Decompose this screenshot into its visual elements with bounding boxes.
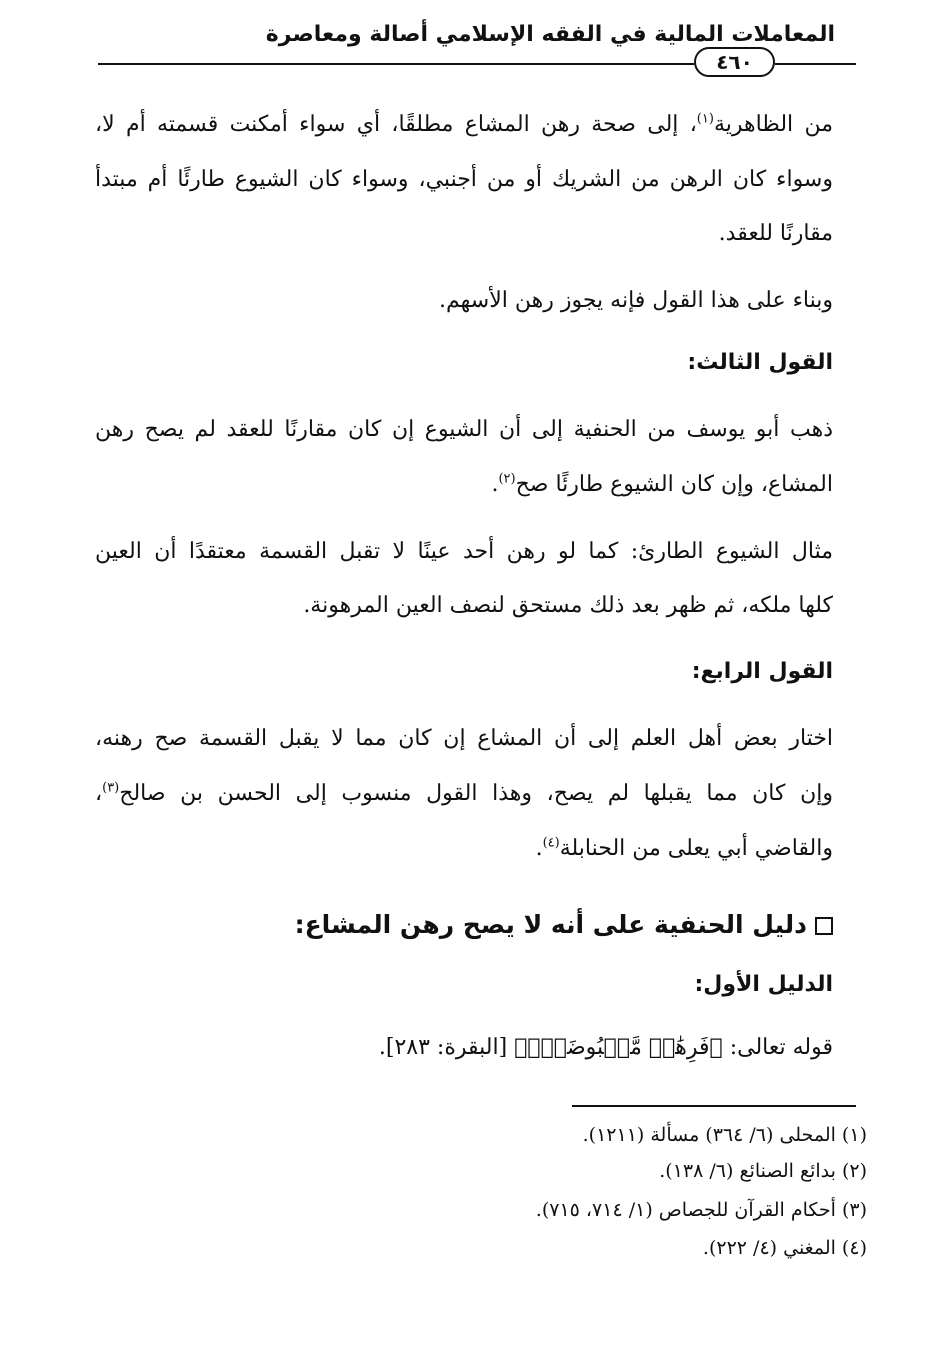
footnote-ref[interactable]: (٢) <box>498 471 516 487</box>
paragraph-line: ذهب أبو يوسف من الحنفية إلى أن الشيوع إن كان مقارنًا للعقد لم يصح رهن <box>95 417 833 442</box>
paragraph-line: وسواء كان الرهن من الشريك أو من أجنبي، وسواء كان الشيوع طارئًا أم مبتدأ <box>95 167 833 192</box>
footnote: (١) المحلى (٦/ ٣٦٤) مسألة (١٢١١). <box>582 1124 867 1146</box>
footnote-ref[interactable]: (٤) <box>542 835 560 851</box>
footnote-ref[interactable]: (١) <box>696 111 714 127</box>
checkbox-square-icon <box>815 917 833 935</box>
footnote-separator <box>572 1105 856 1107</box>
paragraph-line: كلها ملكه، ثم ظهر بعد ذلك مستحق لنصف العين المرهونة. <box>303 593 833 618</box>
running-header: المعاملات المالية في الفقه الإسلامي أصالة ومعاصرة <box>265 22 835 47</box>
subheading-third-opinion: القول الثالث: <box>687 350 833 375</box>
header-rule <box>775 63 856 65</box>
text-run: . <box>491 472 499 497</box>
text-run: . <box>535 836 543 861</box>
page-number: ٤٦٠ <box>694 47 775 77</box>
paragraph-line <box>95 836 833 861</box>
footnote: (٢) بدائع الصنائع (٦/ ١٣٨). <box>659 1160 867 1182</box>
paragraph-line <box>95 781 833 806</box>
paragraph-line: مثال الشيوع الطارئ: كما لو رهن أحد عينًا لا تقبل القسمة معتقدًا أن العين <box>95 539 833 564</box>
text-run: والقاضي أبي يعلى من الحنابلة <box>559 836 833 861</box>
paragraph-line <box>95 1035 833 1060</box>
subheading-fourth-opinion: القول الرابع: <box>691 659 833 684</box>
paragraph-line: اختار بعض أهل العلم إلى أن المشاع إن كان مما لا يقبل القسمة صح رهنه، <box>95 726 833 751</box>
text-run: ، إلى صحة رهن المشاع مطلقًا، أي سواء أمكنت قسمته أم لا، <box>95 112 697 137</box>
text-run: المشاع، وإن كان الشيوع طارئًا صح <box>515 472 833 497</box>
section-heading <box>95 910 833 939</box>
text-run: وإن كان مما يقبلها لم يصح، وهذا القول منسوب إلى الحسن بن صالح <box>119 781 833 806</box>
verse-citation: [البقرة: ٢٨٣]. <box>378 1035 508 1060</box>
footnote: (٤) المغني (٤/ ٢٢٢). <box>702 1237 867 1259</box>
text-run: قوله تعالى: <box>729 1035 833 1060</box>
paragraph-line <box>95 112 833 137</box>
footnote-ref[interactable]: (٣) <box>102 780 120 796</box>
paragraph-line: وبناء على هذا القول فإنه يجوز رهن الأسهم. <box>439 288 833 313</box>
footnote: (٣) أحكام القرآن للجصاص (١/ ٧١٤، ٧١٥). <box>535 1199 867 1221</box>
text-run: ، <box>95 781 103 806</box>
text-run: من الظاهرية <box>713 112 833 137</box>
quran-verse: ﴿فَرِهَٰنٞ مَّقۡبُوضَةٞۖ﴾ <box>514 1035 723 1060</box>
paragraph-line <box>95 472 833 497</box>
section-heading-text: دليل الحنفية على أنه لا يصح رهن المشاع: <box>294 910 807 939</box>
subheading-first-evidence: الدليل الأول: <box>694 972 833 997</box>
paragraph-line: مقارنًا للعقد. <box>718 221 833 246</box>
header-rule <box>98 63 694 65</box>
